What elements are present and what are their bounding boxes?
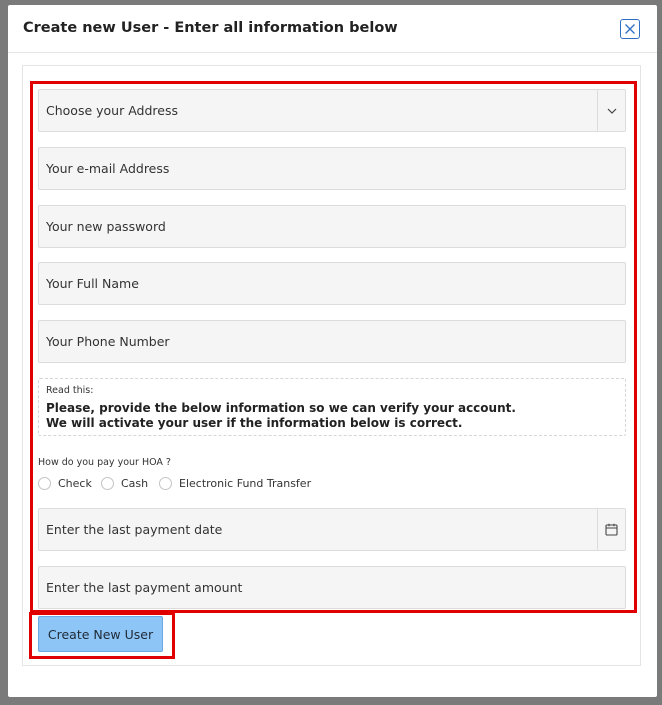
modal-title: Create new User - Enter all information below <box>23 20 398 36</box>
phone-field[interactable] <box>39 321 625 362</box>
radio-cash[interactable] <box>101 475 148 491</box>
password-field-wrapper <box>38 205 626 248</box>
payment-amount-field-wrapper <box>38 566 626 609</box>
date-picker-button[interactable] <box>597 509 625 550</box>
phone-field-wrapper <box>38 320 626 363</box>
password-field[interactable] <box>39 206 625 247</box>
calendar-icon <box>605 523 618 536</box>
create-user-modal <box>8 5 657 697</box>
address-select-label: Choose your Address <box>46 103 178 118</box>
email-field[interactable] <box>39 148 625 189</box>
address-dropdown-toggle[interactable] <box>597 90 625 131</box>
close-x-icon <box>624 23 636 35</box>
info-notice-line-1: Please, provide the below information so we can verify your account. <box>46 401 516 415</box>
email-field-wrapper <box>38 147 626 190</box>
radio-electronic-fund-transfer[interactable] <box>159 475 311 491</box>
radio-button[interactable] <box>159 477 172 490</box>
radio-check[interactable] <box>38 475 92 491</box>
payment-date-label: Enter the last payment date <box>46 522 223 537</box>
payment-date-field[interactable] <box>38 508 626 551</box>
hoa-question-label: How do you pay your HOA ? <box>38 457 171 468</box>
radio-button[interactable] <box>101 477 114 490</box>
info-notice-line-2: We will activate your user if the information below is correct. <box>46 416 463 430</box>
address-select[interactable] <box>38 89 626 132</box>
radio-label: Cash <box>121 476 149 490</box>
info-notice <box>38 378 626 436</box>
full-name-field[interactable] <box>39 263 625 304</box>
info-notice-label: Read this: <box>46 385 94 396</box>
close-button[interactable] <box>620 19 640 39</box>
payment-amount-field[interactable] <box>39 567 625 608</box>
full-name-field-wrapper <box>38 262 626 305</box>
radio-button[interactable] <box>38 477 51 490</box>
modal-header <box>8 5 657 53</box>
radio-label: Check <box>58 476 92 490</box>
create-new-user-button[interactable]: Create New User <box>38 616 163 652</box>
radio-label: Electronic Fund Transfer <box>179 476 312 490</box>
chevron-down-icon <box>607 108 617 114</box>
